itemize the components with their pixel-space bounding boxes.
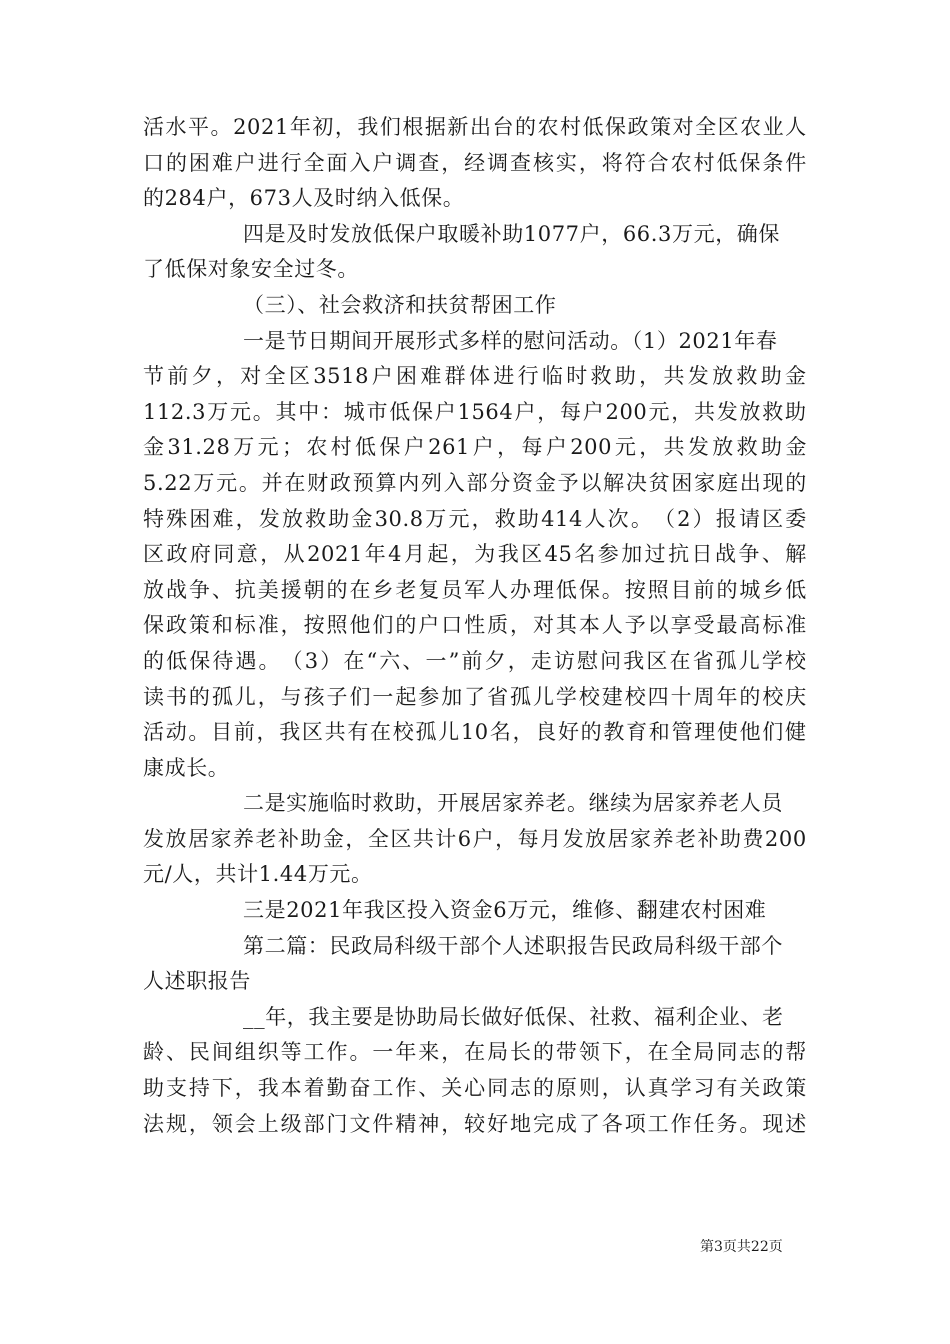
text-line: 放 战 争 、 抗 美 援 朝 的 在 乡 老 复 员 军 人 办 理 低 保 。 按 照 目 前 的 城 乡 低 — [143, 577, 807, 602]
chapter-title-line: 人述职报告 — [143, 969, 251, 994]
paragraph-start-line: 二是实施临时救助，开展居家养老。继续为居家养老人员 — [243, 791, 783, 816]
text-line: 区 政 府 同 意 ， 从 2021 年 4 月 起 ， 为 我 区 45 名 参 加 过 抗 日 战 争 、 解 — [143, 542, 807, 567]
text-line: 活 水 平 。 2021 年 初 ， 我 们 根 据 新 出 台 的 农 村 低 保 政 策 对 全 区 农 业 人 — [143, 115, 807, 139]
text-line: 节 前 夕 ， 对 全 区 3518 户 困 难 群 体 进 行 临 时 救 助 ， 共 发 放 救 助 金 — [143, 364, 807, 389]
document-body — [143, 110, 807, 1142]
text-line: 112.3 万 元 。 其 中 ： 城 市 低 保 户 1564 户 ， 每 户 200 元 ， 共 发 放 救 助 — [143, 399, 807, 424]
chapter-title-line: 第二篇：民政局科级干部个人述职报告民政局科级干部个 — [243, 933, 783, 958]
paragraph-start-line: __年，我主要是协助局长做好低保、社救、福利企业、老 — [243, 1004, 784, 1029]
paragraph-start-line: 一是节日期间开展形式多样的慰问活动。（1）2021年春 — [243, 328, 778, 353]
text-line: 法 规 ， 领 会 上 级 部 门 文 件 精 神 ， 较 好 地 完 成 了 各 项 工 作 任 务 。 现 述 — [143, 1111, 807, 1136]
text-line: 的284户，673人及时纳入低保。 — [143, 186, 465, 211]
text-line: 保 政 策 和 标 准 ， 按 照 他 们 的 户 口 性 质 ， 对 其 本 人 予 以 享 受 最 高 标 准 — [143, 613, 807, 638]
text-line: 龄 、 民 间 组 织 等 工 作 。 一 年 来 ， 在 局 长 的 带 领 下 ， 在 全 局 同 志 的 帮 — [143, 1040, 807, 1065]
text-line: 发 放 居 家 养 老 补 助 金 ， 全 区 共 计 6 户 ， 每 月 发 放 居 家 养 老 补 助 费 200 — [143, 826, 807, 851]
text-line: 了低保对象安全过冬。 — [143, 257, 359, 282]
text-line: 5.22 万 元 。 并 在 财 政 预 算 内 列 入 部 分 资 金 予 以 解 决 贫 困 家 庭 出 现 的 — [143, 470, 807, 495]
text-line: 的 低 保 待 遇 。 （ 3 ） 在 “ 六 、 一 ” 前 夕 ， 走 访 慰 问 我 区 在 省 孤 儿 学 校 — [143, 648, 807, 673]
text-line: 活 动 。 目 前 ， 我 区 共 有 在 校 孤 儿 10 名 ， 良 好 的 教 育 和 管 理 使 他 们 健 — [143, 720, 807, 745]
page-footer: 第3页共22页 — [700, 1239, 783, 1255]
text-line: 康成长。 — [143, 755, 230, 780]
paragraph-start-line: 四是及时发放低保户取暖补助1077户，66.3万元，确保 — [243, 221, 780, 246]
text-line: 口 的 困 难 户 进 行 全 面 入 户 调 查 ， 经 调 查 核 实 ， 将 符 合 农 村 低 保 条 件 — [143, 150, 807, 175]
text-line: 读 书 的 孤 儿 ， 与 孩 子 们 一 起 参 加 了 省 孤 儿 学 校 建 校 四 十 周 年 的 校 庆 — [143, 684, 807, 709]
text-line: 特 殊 困 难 ， 发 放 救 助 金 30.8 万 元 ， 救 助 414 人 次 。 （ 2 ） 报 请 区 委 — [143, 506, 807, 531]
text-line: 金 31.28 万 元 ； 农 村 低 保 户 261 户 ， 每 户 200 元 ， 共 发 放 救 助 金 — [143, 435, 807, 460]
text-line: 助 支 持 下 ， 我 本 着 勤 奋 工 作 、 关 心 同 志 的 原 则 ， 认 真 学 习 有 关 政 策 — [143, 1076, 807, 1101]
section-heading: （三）、社会救济和扶贫帮困工作 — [243, 292, 557, 317]
text-line: 元/人，共计1.44万元。 — [143, 862, 373, 887]
paragraph-start-line: 三是2021年我区投入资金6万元，维修、翻建农村困难 — [243, 898, 767, 923]
